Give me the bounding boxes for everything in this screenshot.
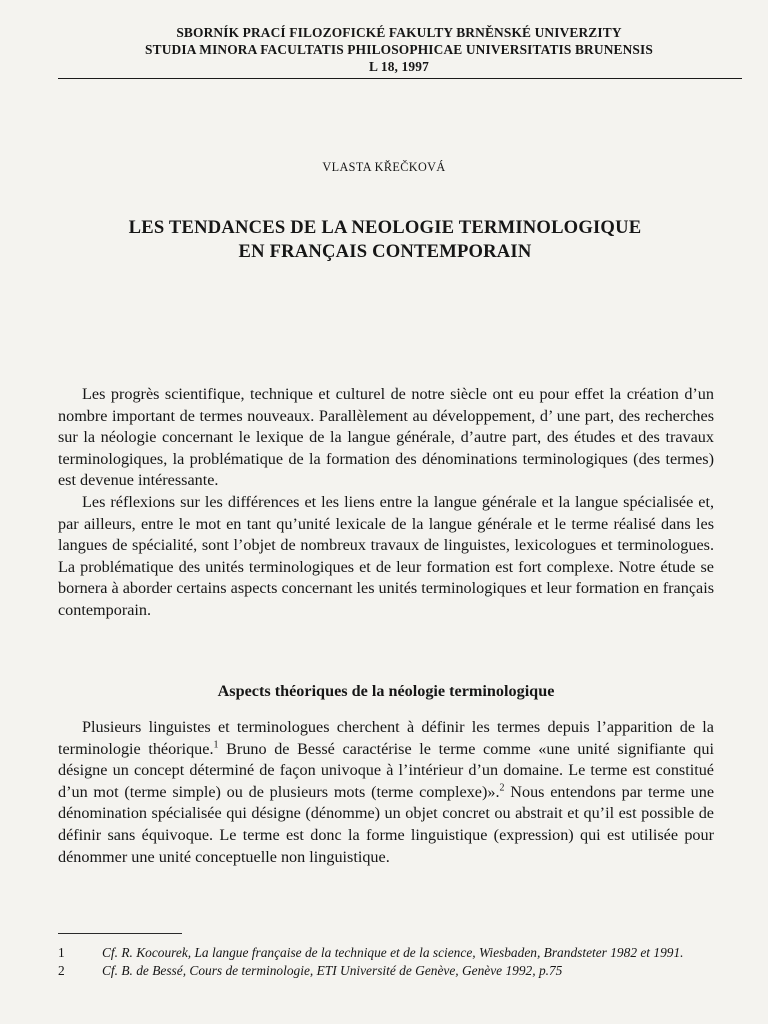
author-name: VLASTA KŘEČKOVÁ [322,160,446,174]
header-divider [58,78,742,79]
paragraph [58,717,714,868]
footnote-reference: 1 [213,739,219,751]
paragraph: Les progrès scientifique, technique et culturel de notre siècle ont eu pour effet la création d’un nombre important de termes nouveaux. Parallèlement au développement, d’ une part, des recherches sur la néologie concernant le lexique de la langue générale, d’autre part, des études et des travaux terminologiques, la problématique de la formation des dénominations terminologiques (des termes) est devenue intéressante. [58,385,714,490]
footnote-reference: 2 [499,782,505,794]
introduction [58,384,714,622]
article-title-line-2: EN FRANÇAIS CONTEMPORAIN [238,241,532,262]
paragraph-text: Nous entendons par terme une dénomination spécialisée qui désigne (dénomme) un objet concret ou abstrait et qu’il est possible de définir sans équivoque. Le terme est donc la forme linguistique (expression) qui est utilisée pour dénommer une unité conceptuelle non linguistique. [58,782,715,866]
journal-header [56,24,742,75]
footnote-text: Cf. B. de Bessé, Cours de terminologie, ETI Université de Genève, Genève 1992, p.75 [102,963,563,978]
footnote-number: 2 [58,963,65,978]
journal-header-line-2: STUDIA MINORA FACULTATIS PHILOSOPHICAE UNIVERSITATIS BRUNENSIS [145,42,653,57]
journal-header-line-3: L 18, 1997 [369,59,429,74]
footnote-number: 1 [58,945,65,960]
paragraph: Les réflexions sur les différences et les liens entre la langue générale et la langue spécialisée et, par ailleurs, entre le mot en tant qu’unité lexicale de la langue générale et le terme réalisé dans les langues de spécialité, sont l’objet de nombreux travaux de linguistes, lexicologues et terminologues. La problématique des unités terminologiques et de leur formation est fort complexe. Notre étude se bornera à aborder certains aspects concernant les unités terminologiques et leur formation en français contemporain. [58,492,714,619]
section-body [58,717,714,868]
footnote-divider [58,933,182,934]
article-title [60,216,710,264]
footnote [58,962,714,980]
footnote [58,944,714,962]
footnote-text: Cf. R. Kocourek, La langue française de la technique et de la science, Wiesbaden, Brandsteter 1982 et 1991. [102,945,684,960]
article-title-line-1: LES TENDANCES DE LA NEOLOGIE TERMINOLOGIQUE [128,217,642,238]
section-heading: Aspects théoriques de la néologie terminologique [217,682,555,700]
journal-header-line-1: SBORNÍK PRACÍ FILOZOFICKÉ FAKULTY BRNĚNSKÉ UNIVERZITY [176,25,622,40]
paragraph-text: Plusieurs linguistes et terminologues cherchent à définir les termes depuis l’apparition de la terminologie théorique. [58,718,714,758]
footnotes [58,944,714,980]
paragraph-text: Bruno de Bessé caractérise le terme comme «une unité signifiante qui désigne un concept déterminé de façon univoque à l’intérieur d’un domaine. Le terme est constitué d’un mot (terme simple) ou de plusieurs mots (terme complexe)». [58,739,714,801]
